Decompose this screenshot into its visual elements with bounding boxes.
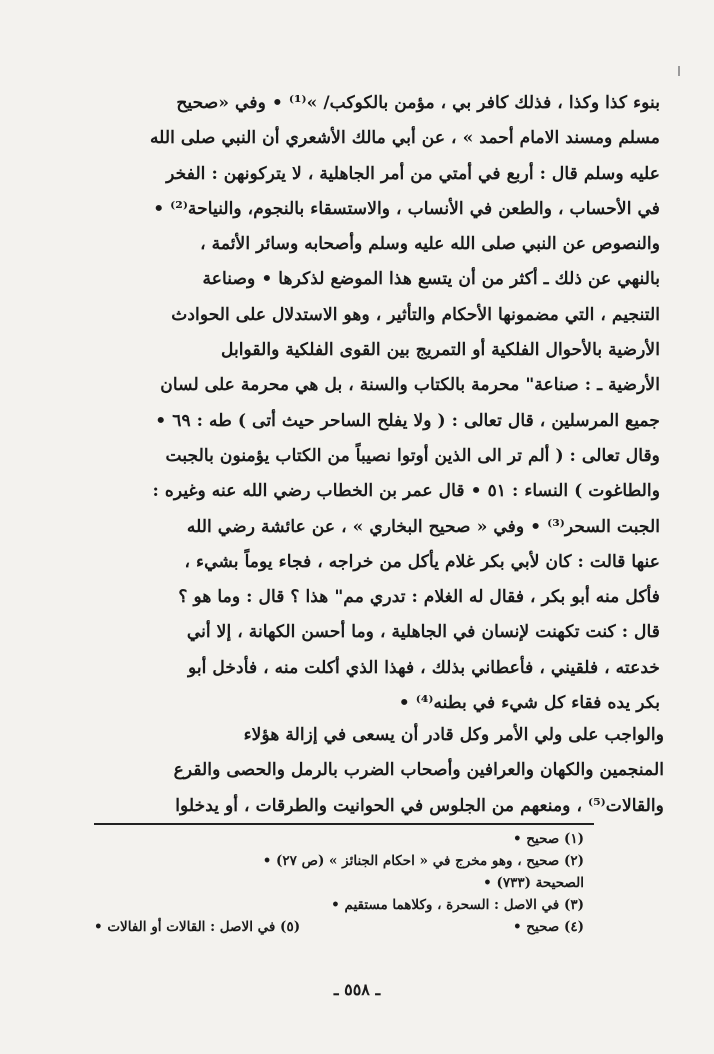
text-line: جميع المرسلين ، قال تعالى : ( ولا يفلح الساحر حيث أتى ) طه : ٦٩ • [155, 410, 660, 431]
footnote-separator-rule [94, 823, 594, 825]
scan-edge-mark [678, 66, 680, 76]
footnote-1: (١) صحيح • [512, 831, 584, 847]
text-line: والنصوص عن النبي صلى الله عليه وسلم وأصحابه وسائر الأئمة ، [200, 234, 660, 255]
main-paragraph [54, 86, 660, 721]
text-line: عنها قالت : كان لأبي بكر غلام يأكل من خراجه ، فجاء يوماً بشيء ، [184, 551, 660, 572]
text-line: عليه وسلم قال : أربع في أمتي من أمر الجاهلية ، لا يتركونهن : الفخر [166, 163, 660, 184]
text-line: الأرضية بالأحوال الفلكية أو التمريج بين القوى الفلكية والقوابل [220, 340, 660, 361]
second-paragraph [52, 718, 664, 824]
text-line: بكر يده فقاء كل شيء في بطنه⁽⁴⁾ • [398, 693, 660, 714]
footnote-2: (٢) صحيح ، وهو مخرج في « احكام الجنائز » (ص ٢٧) • [262, 853, 584, 869]
text-line: المنجمين والكهان والعرافين وأصحاب الضرب بالرمل والحصى والقرع [173, 760, 664, 781]
text-line: مسلم ومسند الامام أحمد » ، عن أبي مالك الأشعري أن النبي صلى الله [149, 128, 660, 149]
text-line: وقال تعالى : ( ألم تر الى الذين أوتوا نصيباً من الكتاب يؤمنون بالجبت [165, 445, 660, 466]
footnote-2-continuation: الصحيحة (٧٣٣) • [483, 875, 584, 891]
footnote-4: (٤) صحيح • [512, 919, 584, 935]
text-line: في الأحساب ، والطعن في الأنساب ، والاستسقاء بالنجوم، والنياحة⁽²⁾ • [153, 198, 660, 219]
footnote-3: (٣) في الاصل : السحرة ، وكلاهما مستقيم • [331, 897, 584, 913]
text-line: والطاغوت ) النساء : ٥١ • قال عمر بن الخطاب رضي الله عنه وغيره : [152, 481, 660, 502]
text-line: خدعته ، فلقيني ، فأعطاني بذلك ، فهذا الذي أكلت منه ، فأدخل أبو [187, 657, 660, 678]
text-line: الأرضية ـ : صناعة" محرمة بالكتاب والسنة ، بل هي محرمة على لسان [160, 375, 660, 396]
text-line: والواجب على ولي الأمر وكل قادر أن يسعى في إزالة هؤلاء [243, 725, 664, 745]
text-line: فأكل منه أبو بكر ، فقال له الغلام : تدري مم" هذا ؟ قال : وما هو ؟ [178, 587, 660, 608]
text-line: والقالات⁽⁵⁾ ، ومنعهم من الجلوس في الحوانيت والطرقات ، أو يدخلوا [175, 795, 664, 816]
text-line: التنجيم ، التي مضمونها الأحكام والتأثير ، وهو الاستدلال على الحوادث [171, 304, 660, 325]
text-line: قال : كنت تكهنت لإنسان في الجاهلية ، وما أحسن الكهانة ، إلا أني [186, 622, 660, 643]
text-line: بالنهي عن ذلك ـ أكثر من أن يتسع هذا الموضع لذكرها • وصناعة [202, 269, 660, 290]
text-line: بنوء كذا وكذا ، فذلك كافر بي ، مؤمن بالكوكب/ »⁽¹⁾ • وفي «صحيح [176, 93, 660, 113]
footnote-row [94, 916, 584, 938]
footnote-5: (٥) في الاصل : القالات أو الفالات • [94, 919, 301, 935]
footnotes [94, 828, 584, 938]
text-line: الجبت السحر⁽³⁾ • وفي « صحيح البخاري » ، عن عائشة رضي الله [186, 516, 660, 537]
page-number: ـ ٥٥٨ ـ [333, 980, 381, 999]
